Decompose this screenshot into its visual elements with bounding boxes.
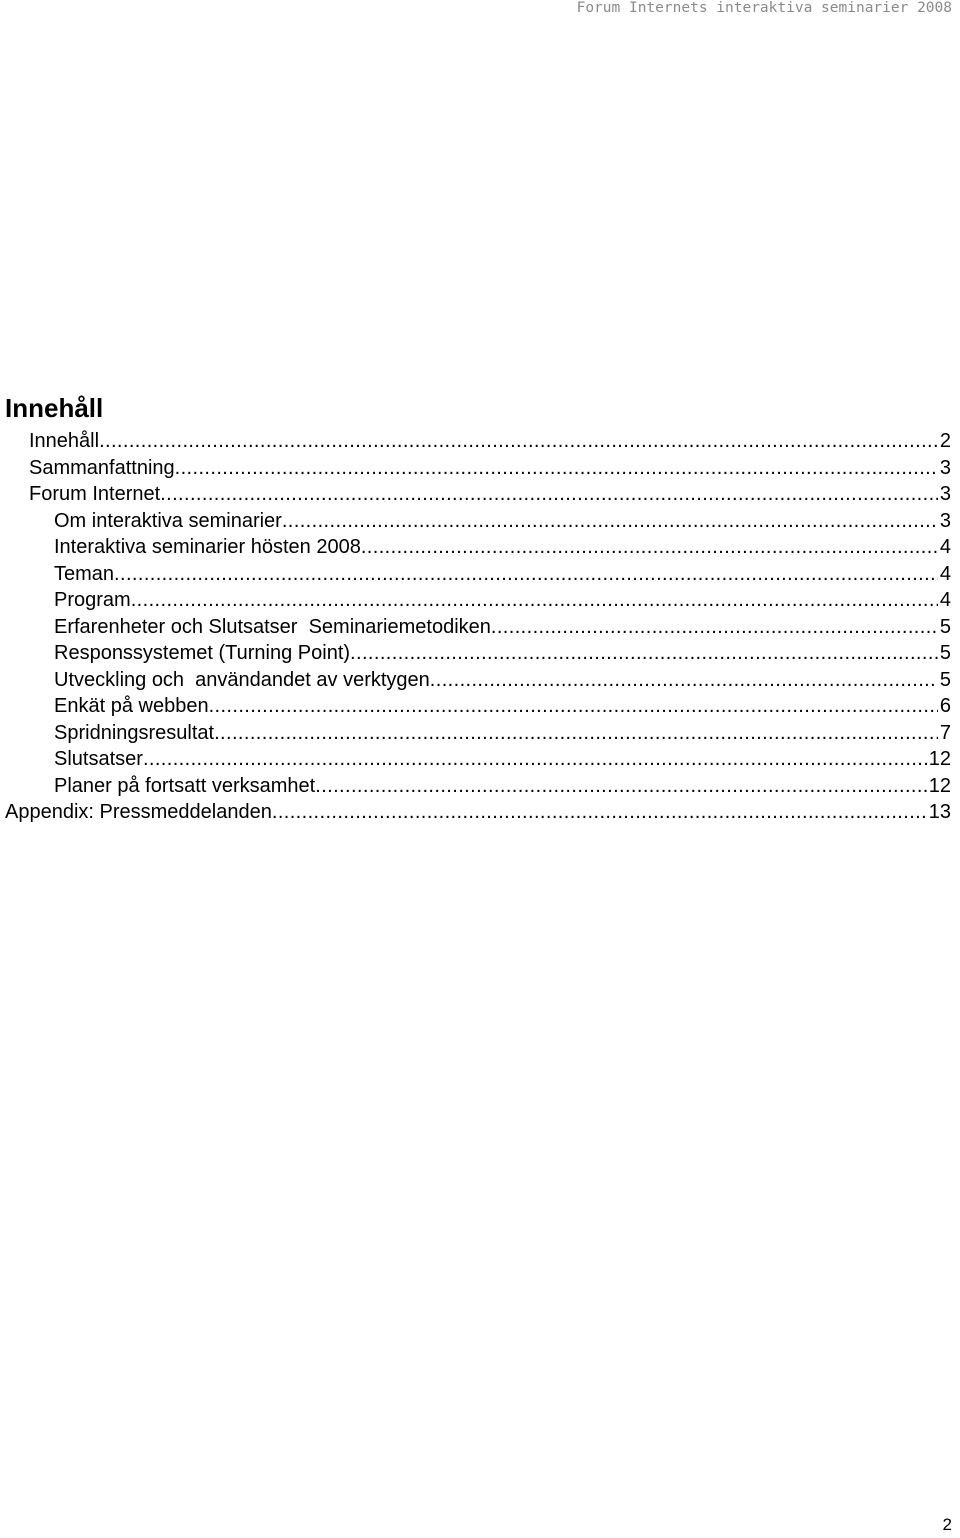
toc-entry-utveckling[interactable]	[5, 667, 951, 694]
toc-entry-page: 4	[939, 589, 951, 611]
toc-entry-page: 7	[939, 721, 951, 744]
toc-heading: Innehåll	[5, 393, 104, 423]
dot-leader	[214, 720, 938, 747]
toc-entry-planer[interactable]	[5, 773, 951, 800]
table-of-contents	[5, 392, 951, 826]
dot-leader	[282, 508, 938, 535]
toc-entry-enkat[interactable]	[5, 693, 951, 720]
toc-entry-label: Program	[54, 589, 131, 611]
toc-entry-innehall[interactable]	[5, 428, 951, 455]
toc-entry-label: Planer på fortsatt verksamhet	[54, 774, 316, 797]
toc-entry-label: Forum Internet	[29, 483, 161, 505]
toc-entry-page: 2	[939, 430, 951, 452]
toc-entry-page: 5	[939, 668, 951, 691]
dot-leader	[272, 799, 927, 826]
dot-leader	[315, 773, 927, 800]
toc-entry-label: Enkät på webben	[54, 695, 209, 717]
toc-entry-page: 5	[939, 642, 951, 664]
toc-entry-label: Sammanfattning	[29, 456, 175, 479]
toc-entry-page: 12	[928, 748, 951, 770]
toc-entry-page: 3	[939, 483, 951, 505]
page-number: 2	[942, 1515, 952, 1534]
toc-entry-page: 6	[939, 695, 951, 717]
toc-entry-om-interaktiva-seminarier[interactable]	[5, 508, 951, 535]
toc-entry-appendix[interactable]	[5, 799, 951, 826]
toc-entry-page: 3	[939, 456, 951, 479]
dot-leader	[361, 534, 938, 561]
running-header: Forum Internets interaktiva seminarier 2008	[576, 0, 952, 16]
toc-entry-label: Slutsatser	[54, 748, 143, 770]
toc-entry-interaktiva-seminarier-hosten[interactable]	[5, 534, 951, 561]
toc-entry-label: Utveckling och användandet av verktygen	[54, 668, 430, 691]
toc-entry-forum-internet[interactable]	[5, 481, 951, 508]
toc-entry-program[interactable]	[5, 587, 951, 614]
toc-entry-label: Responssystemet (Turning Point)	[54, 642, 351, 664]
toc-entry-teman[interactable]	[5, 561, 951, 588]
dot-leader	[209, 693, 938, 720]
toc-entry-spridningsresultat[interactable]	[5, 720, 951, 747]
toc-entry-sammanfattning[interactable]	[5, 455, 951, 482]
dot-leader	[430, 667, 938, 694]
toc-entry-label: Teman	[54, 562, 115, 585]
toc-entry-page: 13	[928, 801, 951, 823]
dot-leader	[160, 481, 938, 508]
toc-entry-label: Spridningsresultat	[54, 721, 215, 744]
dot-leader	[131, 587, 938, 614]
toc-entry-page: 3	[939, 509, 951, 532]
toc-entry-responssystemet[interactable]	[5, 640, 951, 667]
dot-leader	[350, 640, 938, 667]
toc-entry-page: 4	[939, 562, 951, 585]
toc-entry-page: 12	[928, 774, 951, 797]
toc-entry-label: Appendix: Pressmeddelanden	[5, 801, 272, 823]
dot-leader	[114, 561, 938, 588]
dot-leader	[175, 455, 938, 482]
toc-entry-page: 4	[939, 536, 951, 558]
toc-entry-label: Interaktiva seminarier hösten 2008	[54, 536, 361, 558]
toc-entry-label: Erfarenheter och Slutsatser Seminariemetodiken	[54, 615, 491, 638]
toc-entry-slutsatser[interactable]	[5, 746, 951, 773]
toc-entry-erfarenheter[interactable]	[5, 614, 951, 641]
dot-leader	[491, 614, 938, 641]
dot-leader	[143, 746, 927, 773]
toc-entry-page: 5	[939, 615, 951, 638]
toc-entry-label: Innehåll	[29, 430, 100, 452]
toc-entry-label: Om interaktiva seminarier	[54, 509, 282, 532]
dot-leader	[99, 428, 938, 455]
